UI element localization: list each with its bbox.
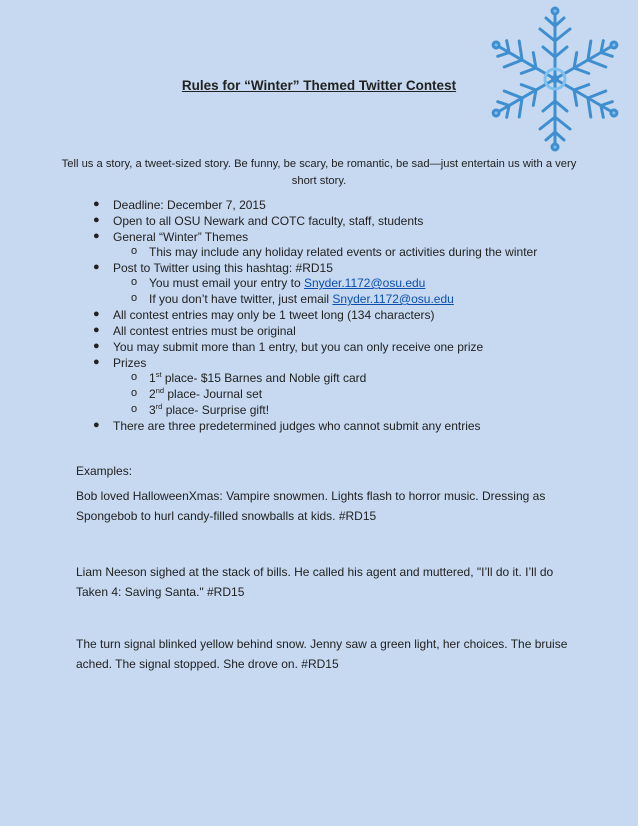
document-title: Rules for “Winter” Themed Twitter Contest <box>181 78 457 93</box>
examples-heading: Examples: <box>76 464 133 478</box>
email-link[interactable]: Snyder.1172@osu.edu <box>332 292 454 306</box>
example-story: The turn signal blinked yellow behind snow. Jenny saw a green light, her choices. The bruise ached. The signal stopped. She drove on. #RD15 <box>76 637 568 671</box>
rule-no-twitter: o If you don’t have twitter, just email Snyder.1172@osu.edu <box>131 292 454 306</box>
rule-original: ● All contest entries must be original <box>93 324 296 338</box>
rule-prizes: ● Prizes <box>93 356 147 370</box>
prize-third: o 3rd place- Surprise gift! <box>131 402 270 417</box>
prize-second: o 2nd place- Journal set <box>131 386 263 401</box>
email-link[interactable]: Snyder.1172@osu.edu <box>303 276 426 290</box>
rule-length: ● All contest entries may only be 1 tweet long (134 characters) <box>93 308 435 322</box>
rule-themes: ● General “Winter” Themes <box>93 230 249 244</box>
rule-multiple-entries: ● You may submit more than 1 entry, but you can only receive one prize <box>93 340 484 354</box>
rule-themes-detail: o This may include any holiday related events or activities during the winter <box>131 245 538 259</box>
rule-hashtag: ● Post to Twitter using this hashtag: #RD15 <box>93 261 333 275</box>
example-story: Liam Neeson sighed at the stack of bills. He called his agent and muttered, "I’ll do it. I’ll do Taken 4: Saving Santa." #RD15 <box>76 565 554 599</box>
rule-judges: ● There are three predetermined judges who cannot submit any entries <box>93 419 481 433</box>
rule-eligibility: ● Open to all OSU Newark and COTC faculty, staff, students <box>93 214 424 228</box>
rule-deadline: ● Deadline: December 7, 2015 <box>93 198 266 212</box>
rule-email: o You must email your entry to Snyder.1172@osu.edu <box>131 276 426 290</box>
intro-text: Tell us a story, a tweet-sized story. Be funny, be scary, be romantic, be sad—just entertain us with a very short story. <box>61 158 577 187</box>
example-story: Bob loved HalloweenXmas: Vampire snowmen. Lights flash to horror music. Dressing as Spongebob to hurl candy-filled snowballs at kids. #RD15 <box>76 489 546 523</box>
prize-first: o 1st place- $15 Barnes and Noble gift card <box>131 370 367 385</box>
